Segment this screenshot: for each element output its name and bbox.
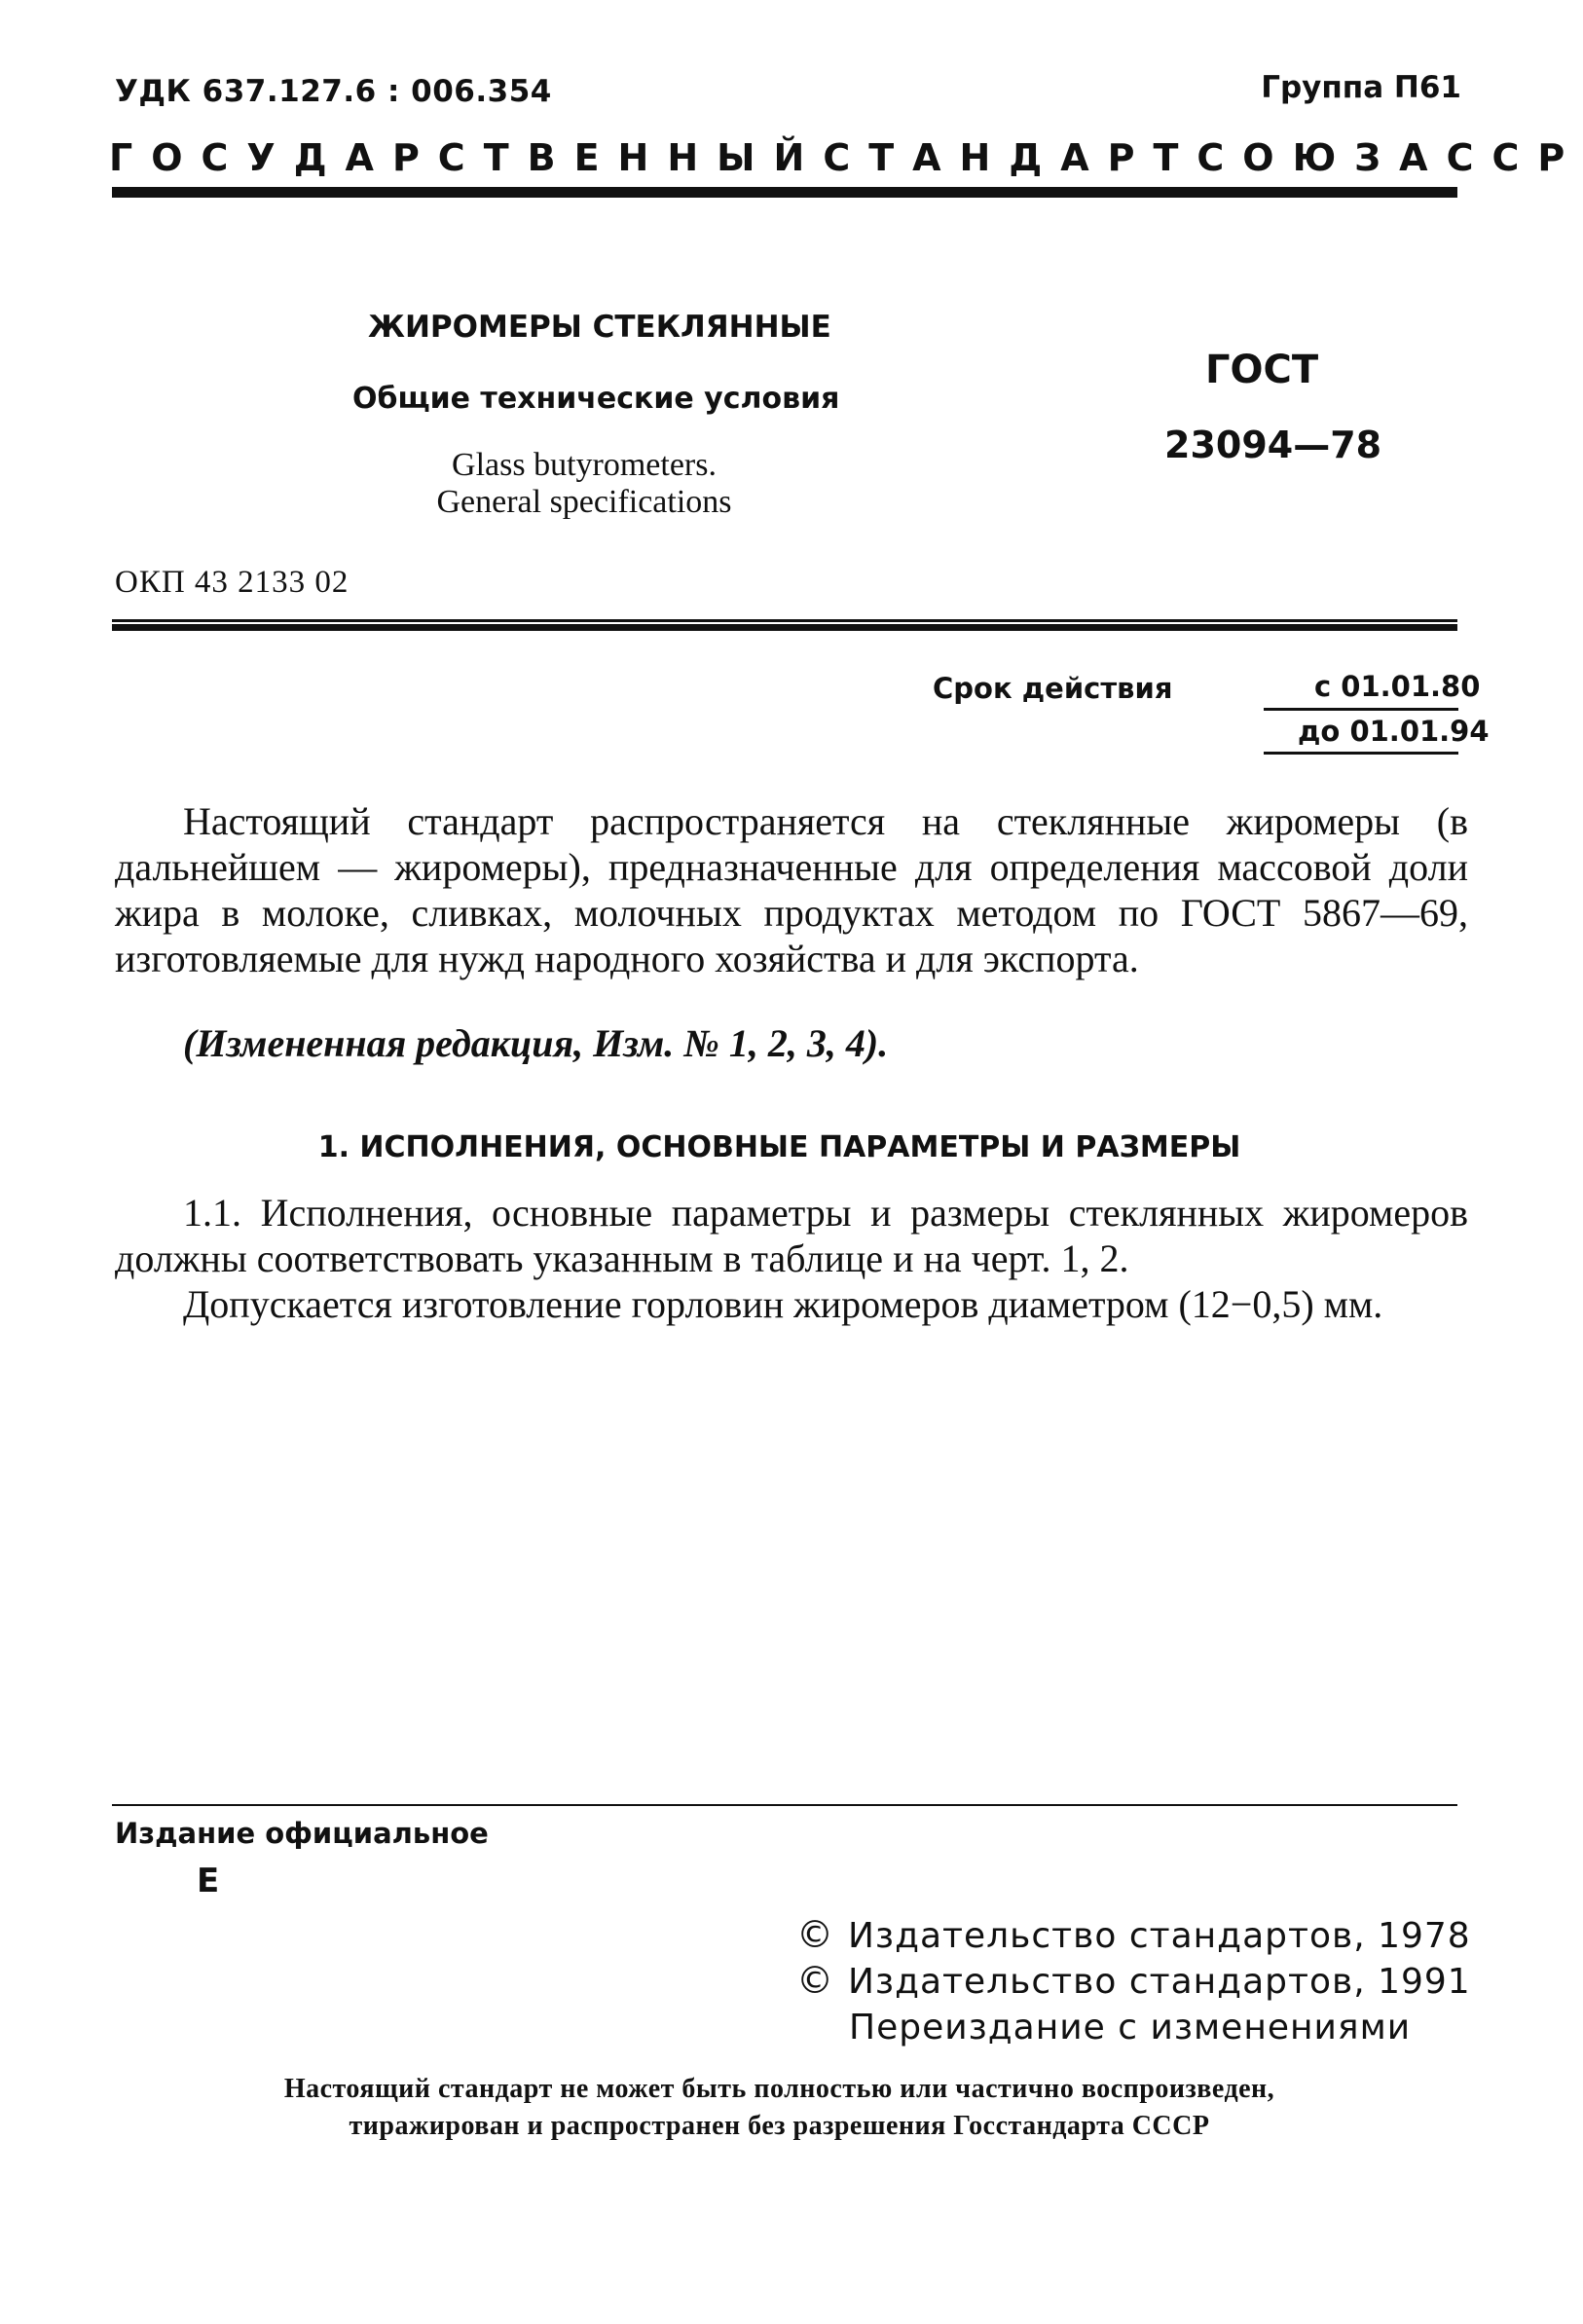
copyright-text: Издательство стандартов, 1978 [848,1916,1471,1956]
copyright-1991 [796,1959,1471,2002]
document-subtitle: Общие технические условия [352,382,840,416]
banner-word: ГОСУДАРСТВЕННЫЙ [109,136,824,179]
title-en-line: Glass butyrometers. [452,447,717,483]
reissue-note: Переиздание с изменениями [849,2008,1412,2047]
banner-word: СОЮЗА [1196,136,1447,179]
document-title-english [350,447,818,521]
banner-word: СТАНДАРТ [823,136,1197,179]
validity-divider [1264,708,1458,711]
copyright-1978 [796,1913,1471,1956]
banner-word: ССР [1446,136,1583,179]
section-heading: 1. ИСПОЛНЕНИЯ, ОСНОВНЫЕ ПАРАМЕТРЫ И РАЗМЕРЫ [317,1130,1241,1164]
validity-underline [1264,752,1458,755]
intro-paragraph [115,798,1468,981]
clause-1-1 [115,1190,1468,1327]
footer-rule [112,1804,1457,1806]
udc-code: УДК 637.127.6 : 006.354 [115,74,552,109]
valid-to: до 01.01.94 [1298,715,1490,748]
state-standard-banner [109,136,1583,179]
reproduction-notice-line1: Настоящий стандарт не может быть полностью или частично воспроизведен, [283,2074,1275,2104]
group-code: Группа П61 [1261,70,1461,105]
edition-mark: Е [197,1862,220,1900]
intro-text: Настоящий стандарт распространяется на стеклянные жиромеры (в дальнейшем — жиромеры), предназначенные для определения массовой доли жира в молоке, сливках, молочных продуктах методом по ГОСТ 5867—69, изготовляемые для нужд народного хозяйства и для экспорта. [115,799,1468,980]
gost-number: 23094—78 [1164,424,1382,466]
reproduction-notice-line2: тиражирован и распространен без разрешения Госстандарта СССР [349,2111,1210,2141]
gost-label: ГОСТ [1205,348,1319,392]
copyright-text: Издательство стандартов, 1991 [848,1962,1471,2002]
validity-label: Срок действия [933,672,1173,705]
copyright-icon: © [796,1959,834,2002]
clause-1-1-note: Допускается изготовление горловин жиромеров диаметром (12−0,5) мм. [183,1282,1383,1326]
title-rule [112,619,1457,622]
valid-from: с 01.01.80 [1314,670,1481,703]
amendment-note: (Измененная редакция, Изм. № 1, 2, 3, 4). [183,1021,889,1065]
title-en-line: General specifications [436,484,732,520]
document-title: ЖИРОМЕРЫ СТЕКЛЯННЫЕ [368,310,831,345]
header-rule [112,187,1457,198]
title-rule-bold [112,624,1457,631]
clause-1-1-text: 1.1. Исполнения, основные параметры и размеры стеклянных жиромеров должны соответствовать указанным в таблице и на черт. 1, 2. [115,1191,1468,1280]
okp-code: ОКП 43 2133 02 [115,565,350,600]
copyright-icon: © [796,1913,834,1956]
official-edition: Издание официальное [115,1817,489,1850]
